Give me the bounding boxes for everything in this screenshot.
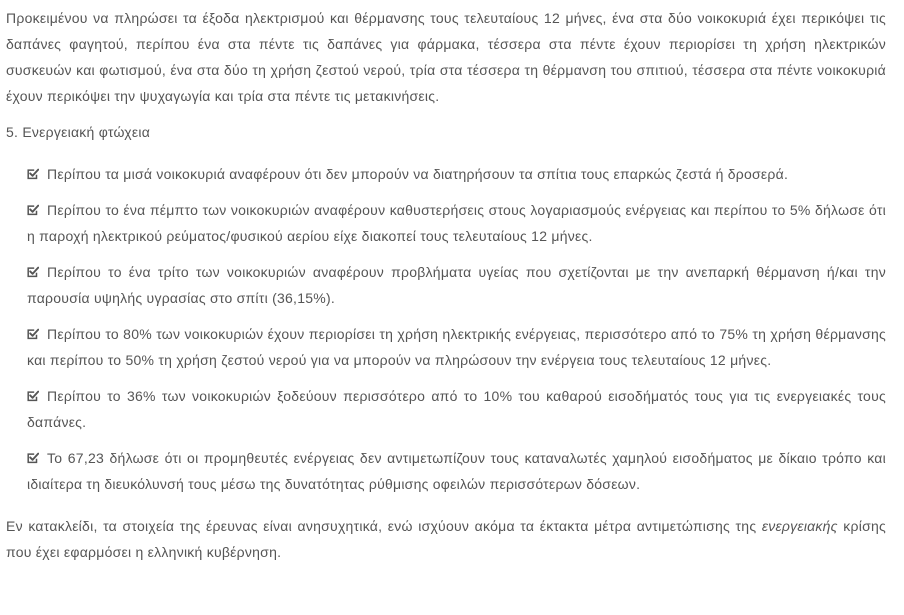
list-item-text: Περίπου το 36% των νοικοκυριών ξοδεύουν περισσότερο από το 10% του καθαρού εισοδήματός τους για τις ενεργειακές τους δαπάνες.: [27, 388, 886, 430]
checkbox-checked-icon: [27, 390, 39, 402]
list-item: [27, 197, 886, 249]
checkbox-checked-icon: [27, 452, 39, 464]
conclusion-paragraph: [6, 513, 886, 565]
list-item: [27, 259, 886, 311]
checkbox-checked-icon: [27, 266, 39, 278]
list-item: [27, 321, 886, 373]
findings-list: [6, 161, 886, 497]
conclusion-emphasis: ενεργειακής: [761, 518, 838, 534]
list-item: [27, 161, 886, 187]
list-item-text: Το 67,23 δήλωσε ότι οι προμηθευτές ενέργειας δεν αντιμετωπίζουν τους καταναλωτές χαμηλού εισοδήματος με δίκαιο τρόπο και ιδιαίτερα τη διευκόλυνσή τους μέσω της δυνατότητας ρύθμισης οφειλών περισσότερων δόσεων.: [27, 450, 886, 492]
list-item-text: Περίπου το ένα πέμπτο των νοικοκυριών αναφέρουν καθυστερήσεις στους λογαριασμούς ενέργειας και περίπου το 5% δήλωσε ότι η παροχή ηλεκτρικού ρεύματος/φυσικού αερίου είχε διακοπεί τους τελευταίους 12 μήνες.: [27, 202, 886, 244]
list-item-text: Περίπου τα μισά νοικοκυριά αναφέρουν ότι δεν μπορούν να διατηρήσουν τα σπίτια τους επαρκώς ζεστά ή δροσερά.: [47, 166, 789, 182]
list-item-text: Περίπου το ένα τρίτο των νοικοκυριών αναφέρουν προβλήματα υγείας που σχετίζονται με την ανεπαρκή θέρμανση ή/και την παρουσία υψηλής υγρασίας στο σπίτι (36,15%).: [27, 264, 886, 306]
section-heading: 5. Ενεργειακή φτώχεια: [6, 124, 151, 140]
article-body: [6, 0, 886, 565]
conclusion-text-end: κρίσης που έχει εφαρμόσει η ελληνική κυβέρνηση.: [6, 518, 887, 560]
checkbox-checked-icon: [27, 168, 39, 180]
checkbox-checked-icon: [27, 204, 39, 216]
list-item: [27, 445, 886, 497]
intro-paragraph: Προκειμένου να πληρώσει τα έξοδα ηλεκτρισμού και θέρμανσης τους τελευταίους 12 μήνες, ένα στα δύο νοικοκυριά έχει περικόψει τις δαπάνες φαγητού, περίπου ένα στα πέντε τις δαπάνες για φάρμακα, τέσσερα στα πέντε έχουν περιορίσει τη χρήση ηλεκτρικών συσκευών και φωτισμού, ένα στα δύο τη χρήση ζεστού νερού, τρία στα τέσσερα τη θέρμανση του σπιτιού, τέσσερα στα πέντε νοικοκυριά έχουν περικόψει την ψυχαγωγία και τρία στα πέντε τις μετακινήσεις.: [6, 10, 886, 104]
checkbox-checked-icon: [27, 328, 39, 340]
conclusion-text-start: Εν κατακλείδι, τα στοιχεία της έρευνας είναι ανησυχητικά, ενώ ισχύουν ακόμα τα έκτακτα μέτρα αντιμετώπισης της: [6, 518, 762, 534]
list-item: [27, 383, 886, 435]
list-item-text: Περίπου το 80% των νοικοκυριών έχουν περιορίσει τη χρήση ηλεκτρικής ενέργειας, περισσότερο από το 75% τη χρήση θέρμανσης και περίπου το 50% τη χρήση ζεστού νερού για να μπορούν να πληρώσουν την ενέργεια τους τελευταίους 12 μήνες.: [27, 326, 886, 368]
